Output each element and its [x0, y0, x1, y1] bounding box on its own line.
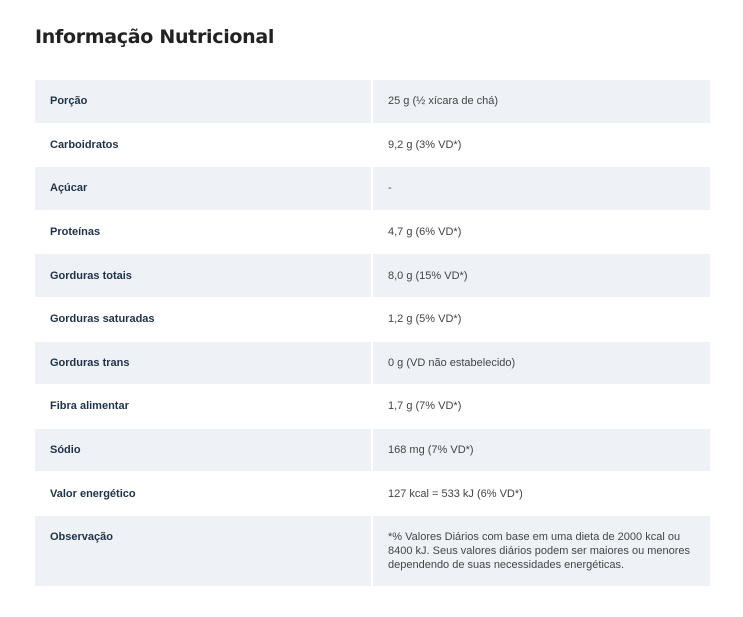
row-label: Valor energético [35, 472, 371, 515]
row-value: 8,0 g (15% VD*) [373, 254, 710, 297]
row-label: Proteínas [35, 211, 371, 254]
row-value: 0 g (VD não estabelecido) [373, 342, 710, 385]
row-label: Observação [35, 516, 371, 586]
row-label: Gorduras totais [35, 254, 371, 297]
row-value: 168 mg (7% VD*) [373, 429, 710, 472]
table-row [35, 342, 710, 385]
page-title: Informação Nutricional [35, 26, 275, 48]
row-value: 1,7 g (7% VD*) [373, 385, 710, 428]
row-value: *% Valores Diários com base em uma dieta de 2000 kcal ou 8400 kJ. Seus valores diários podem ser maiores ou menores dependendo de suas necessidades energéticas. [373, 516, 710, 586]
table-row [35, 80, 710, 123]
row-label: Fibra alimentar [35, 385, 371, 428]
table-row [35, 254, 710, 297]
table-row [35, 385, 710, 428]
row-label: Gorduras trans [35, 342, 371, 385]
nutrition-table [35, 80, 710, 587]
row-value: 9,2 g (3% VD*) [373, 124, 710, 167]
table-row [35, 298, 710, 341]
table-row [35, 472, 710, 515]
table-row [35, 167, 710, 210]
row-label: Gorduras saturadas [35, 298, 371, 341]
row-label: Carboidratos [35, 124, 371, 167]
table-row [35, 124, 710, 167]
row-value: 4,7 g (6% VD*) [373, 211, 710, 254]
row-value: 1,2 g (5% VD*) [373, 298, 710, 341]
row-label: Açúcar [35, 167, 371, 210]
row-value: - [373, 167, 710, 210]
row-value: 127 kcal = 533 kJ (6% VD*) [373, 472, 710, 515]
row-value: 25 g (½ xícara de chá) [373, 80, 710, 123]
table-row [35, 429, 710, 472]
table-row [35, 211, 710, 254]
table-row [35, 516, 710, 586]
row-label: Sódio [35, 429, 371, 472]
row-label: Porção [35, 80, 371, 123]
